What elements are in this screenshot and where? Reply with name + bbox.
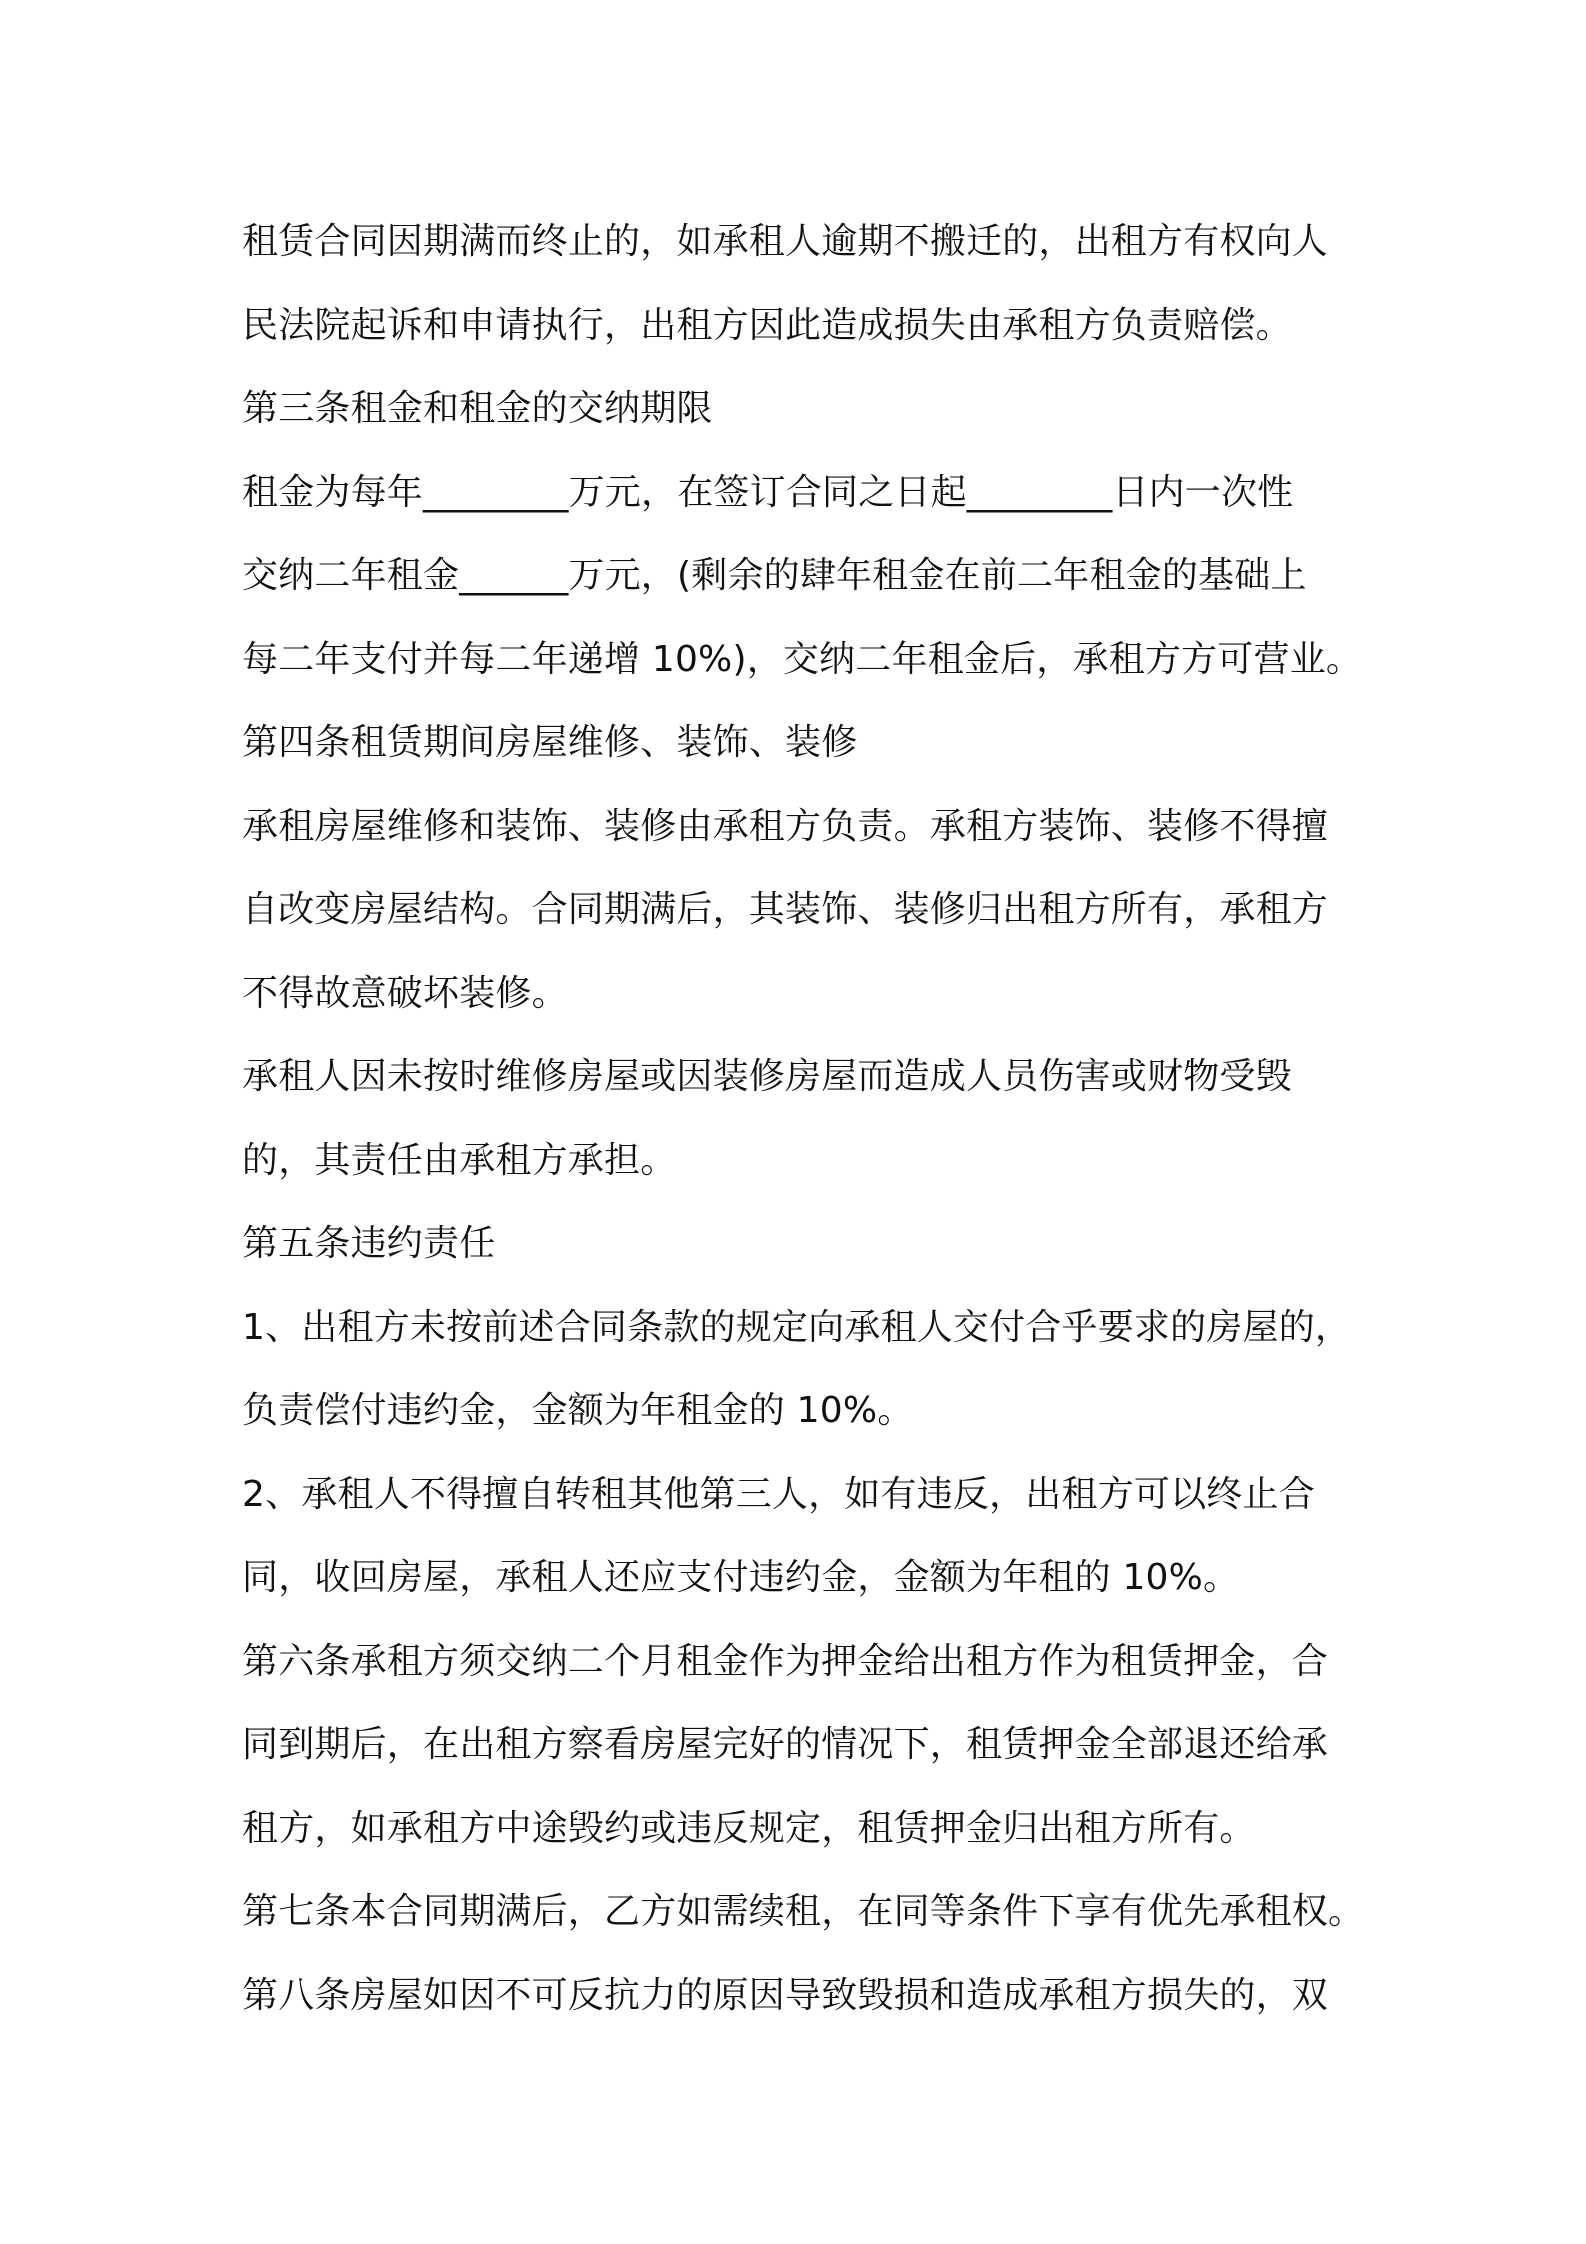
text-line: 租方，如承租方中途毁约或违反规定，租赁押金归出租方所有。	[242, 1807, 1256, 1849]
text-line: 交纳二年租金______万元，(剩余的肆年租金在前二年租金的基础上	[242, 555, 1307, 596]
text-line: 承租房屋维修和装饰、装修由承租方负责。承租方装饰、装修不得擅	[242, 805, 1329, 847]
text-line: 2、承租人不得擅自转租其他第三人，如有违反，出租方可以终止合	[242, 1473, 1315, 1515]
text-line: 不得故意破坏装修。	[242, 972, 568, 1014]
text-line: 民法院起诉和申请执行，出租方因此造成损失由承租方负责赔偿。	[242, 304, 1292, 346]
section-heading-article-5: 第五条违约责任	[242, 1223, 496, 1264]
section-heading-article-7: 第七条本合同期满后，乙方如需续租，在同等条件下享有优先承租权。	[242, 1891, 1365, 1932]
contract-text-body	[242, 200, 1372, 2037]
section-heading-article-4: 第四条租赁期间房屋维修、装饰、装修	[242, 722, 858, 763]
section-heading-article-3: 第三条租金和租金的交纳期限	[242, 388, 713, 429]
text-line: 租赁合同因期满而终止的，如承租人逾期不搬迁的，出租方有权向人	[242, 221, 1329, 262]
text-line: 每二年支付并每二年递增 10%)，交纳二年租金后，承租方方可营业。	[242, 638, 1363, 680]
text-line: 负责偿付违约金，金额为年租金的 10%。	[242, 1390, 914, 1431]
text-line: 1、出租方未按前述合同条款的规定向承租人交付合乎要求的房屋的，	[242, 1306, 1352, 1348]
section-heading-article-6: 第六条承租方须交纳二个月租金作为押金给出租方作为租赁押金，合	[242, 1640, 1329, 1682]
section-heading-article-8: 第八条房屋如因不可反抗力的原因导致毁损和造成承租方损失的，双	[242, 1974, 1329, 2016]
text-line: 租金为每年________万元，在签订合同之日起________日内一次性	[242, 471, 1294, 513]
text-line: 自改变房屋结构。合同期满后，其装饰、装修归出租方所有，承租方	[242, 889, 1329, 930]
text-line: 同到期后，在出租方察看房屋完好的情况下，租赁押金全部退还给承	[242, 1724, 1329, 1765]
text-line: 承租人因未按时维修房屋或因装修房屋而造成人员伤害或财物受毁	[242, 1056, 1292, 1097]
text-line: 的，其责任由承租方承担。	[242, 1139, 677, 1181]
text-line: 同，收回房屋，承租人还应支付违约金，金额为年租的 10%。	[242, 1557, 1240, 1598]
